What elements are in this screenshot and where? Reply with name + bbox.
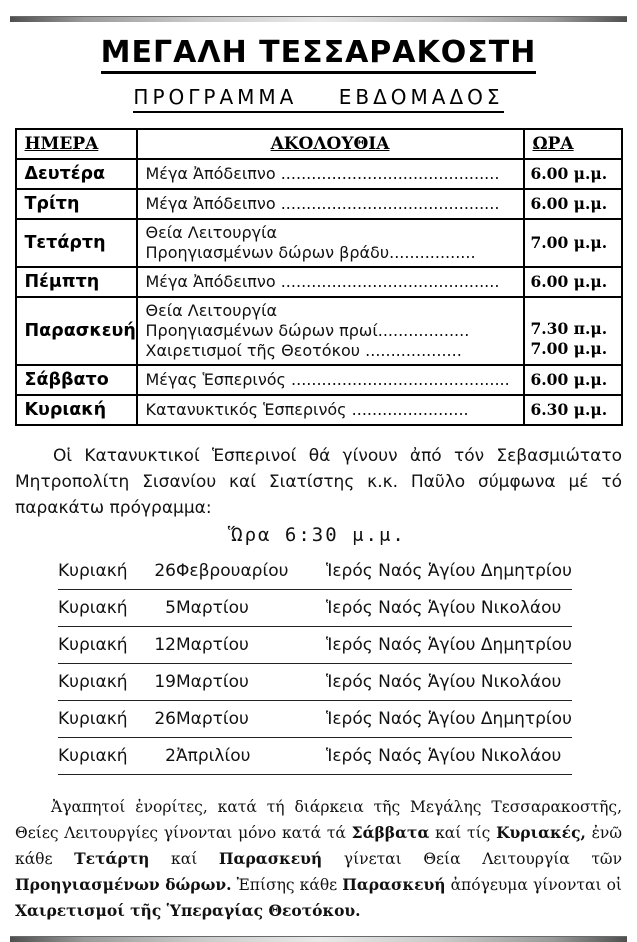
notes-bold: Χαιρετισμοί τῆς Ὑπεραγίας Θεοτόκου. [15,901,361,920]
day-cell: Τρίτη [16,189,137,219]
notes-bold: Κυριακές, [496,823,586,842]
column-header-day: ΗΜΕΡΑ [16,129,137,159]
sunday-date-month: Μαρτίου [176,664,326,701]
sunday-row [58,738,572,775]
service-cell: Μέγα Ἀπόδειπνο ........................................... [137,189,524,219]
sunday-date-month: Ἀπριλίου [176,738,326,775]
time-cell: 6.00 μ.μ. [524,267,622,297]
table-row-thursday [16,267,622,297]
table-row-sunday [16,395,622,425]
sunday-date-month: Φεβρουαρίου [176,553,326,590]
sunday-church: Ἱερός Ναός Ἁγίου Νικολάου [326,590,572,627]
sunday-date-number: 5 [146,590,176,627]
table-row-saturday [16,365,622,395]
table-header-row [16,129,622,159]
day-cell: Τετάρτη [16,219,137,267]
service-cell: Μέγα Ἀπόδειπνο ........................................... [137,267,524,297]
time-cell: 7.30 π.μ. 7.00 μ.μ. [524,297,622,365]
table-row-monday [16,159,622,189]
day-cell: Κυριακή [16,395,137,425]
day-cell: Σάββατο [16,365,137,395]
sunday-row [58,590,572,627]
page-title: ΜΕΓΑΛΗ ΤΕΣΣΑΡΑΚΟΣΤΗ [0,35,637,70]
page-subtitle: ΠΡΟΓΡΑΜΜΑ ΕΒΔΟΜΑΔΟΣ [0,85,637,109]
table-row-tuesday [16,189,622,219]
time-cell: 6.30 μ.μ. [524,395,622,425]
top-divider-bar [10,16,627,22]
time-cell: 6.00 μ.μ. [524,159,622,189]
sunday-date-number: 2 [146,738,176,775]
closing-notes-paragraph [15,794,622,924]
sunday-day: Κυριακή [58,738,146,775]
time-cell: 6.00 μ.μ. [524,189,622,219]
service-cell: Μέγας Ἑσπερινός ........................................... [137,365,524,395]
table-row-friday [16,297,622,365]
sunday-row [58,701,572,738]
time-cell: 6.00 μ.μ. [524,365,622,395]
sunday-date-number: 26 [146,701,176,738]
intro-paragraph: Οἱ Κατανυκτικοί Ἑσπερινοί θά γίνουν ἀπό τόν Σεβασμιώτατο Μητροπολίτη Σισανίου καί Σιατίστης κ.κ. Παῦλο σύμφωνα μέ τό παρακάτω πρόγραμμα: [15,446,622,518]
notes-text: Ἐπίσης κάθε [231,876,343,894]
document-page [0,16,637,920]
bottom-divider-bar [10,936,627,942]
sunday-day: Κυριακή [58,553,146,590]
week-program-table [15,128,623,426]
sunday-date-number: 12 [146,627,176,664]
notes-bold: Τετάρτη [74,849,150,868]
time-cell: 7.00 μ.μ. [524,219,622,267]
sunday-day: Κυριακή [58,664,146,701]
sunday-church: Ἱερός Ναός Ἁγίου Νικολάου [326,738,572,775]
day-cell: Παρασκευή [16,297,137,365]
notes-text: Ἀγαπητοί ἐνορίτες, κατά τή διάρκεια τῆς Μεγάλης Τεσσαρακοστῆς, Θείες Λειτουργίες γίνονται μόνο κατά τά [15,798,622,842]
notes-text: ἐνῶ κάθε [15,824,622,868]
notes-bold: Σάββατα [351,823,430,842]
notes-text: ἀπόγευμα γίνονται οἱ [445,876,622,894]
sunday-row [58,553,572,590]
sunday-day: Κυριακή [58,701,146,738]
service-cell: Θεία Λειτουργία Προηγιασμένων δώρων πρωί.................. Χαιρετισμοί τῆς Θεοτόκου ................... [137,297,524,365]
notes-bold: Παρασκευή [218,849,323,868]
table-row-wednesday [16,219,622,267]
service-cell: Κατανυκτικός Ἑσπερινός ....................... [137,395,524,425]
notes-text: καί [149,850,219,868]
sunday-church: Ἱερός Ναός Ἁγίου Δημητρίου [326,701,572,738]
sunday-church: Ἱερός Ναός Ἁγίου Νικολάου [326,664,572,701]
service-cell: Θεία Λειτουργία Προηγιασμένων δώρων βράδυ................. [137,219,524,267]
sunday-date-number: 26 [146,553,176,590]
sunday-day: Κυριακή [58,627,146,664]
column-header-service: ΑΚΟΛΟΥΘΙΑ [137,129,524,159]
sunday-date-number: 19 [146,664,176,701]
day-cell: Πέμπτη [16,267,137,297]
day-cell: Δευτέρα [16,159,137,189]
vespers-time-heading: Ὥρα 6:30 μ.μ. [231,524,406,546]
sunday-row [58,664,572,701]
notes-bold: Προηγιασμένων δώρων. [15,875,232,894]
sunday-date-month: Μαρτίου [176,627,326,664]
column-header-time: ΩΡΑ [524,129,622,159]
service-cell: Μέγα Ἀπόδειπνο ........................................... [137,159,524,189]
sunday-date-month: Μαρτίου [176,701,326,738]
notes-text: γίνεται Θεία Λειτουργία τῶν [322,850,622,868]
sunday-date-month: Μαρτίου [176,590,326,627]
sundays-schedule-table [58,553,572,775]
notes-text: καί τίς [429,824,497,842]
sunday-row [58,627,572,664]
sunday-church: Ἱερός Ναός Ἁγίου Δημητρίου [326,627,572,664]
notes-bold: Παρασκευή [342,875,446,894]
sunday-day: Κυριακή [58,590,146,627]
sunday-church: Ἱερός Ναός Ἁγίου Δημητρίου [326,553,572,590]
